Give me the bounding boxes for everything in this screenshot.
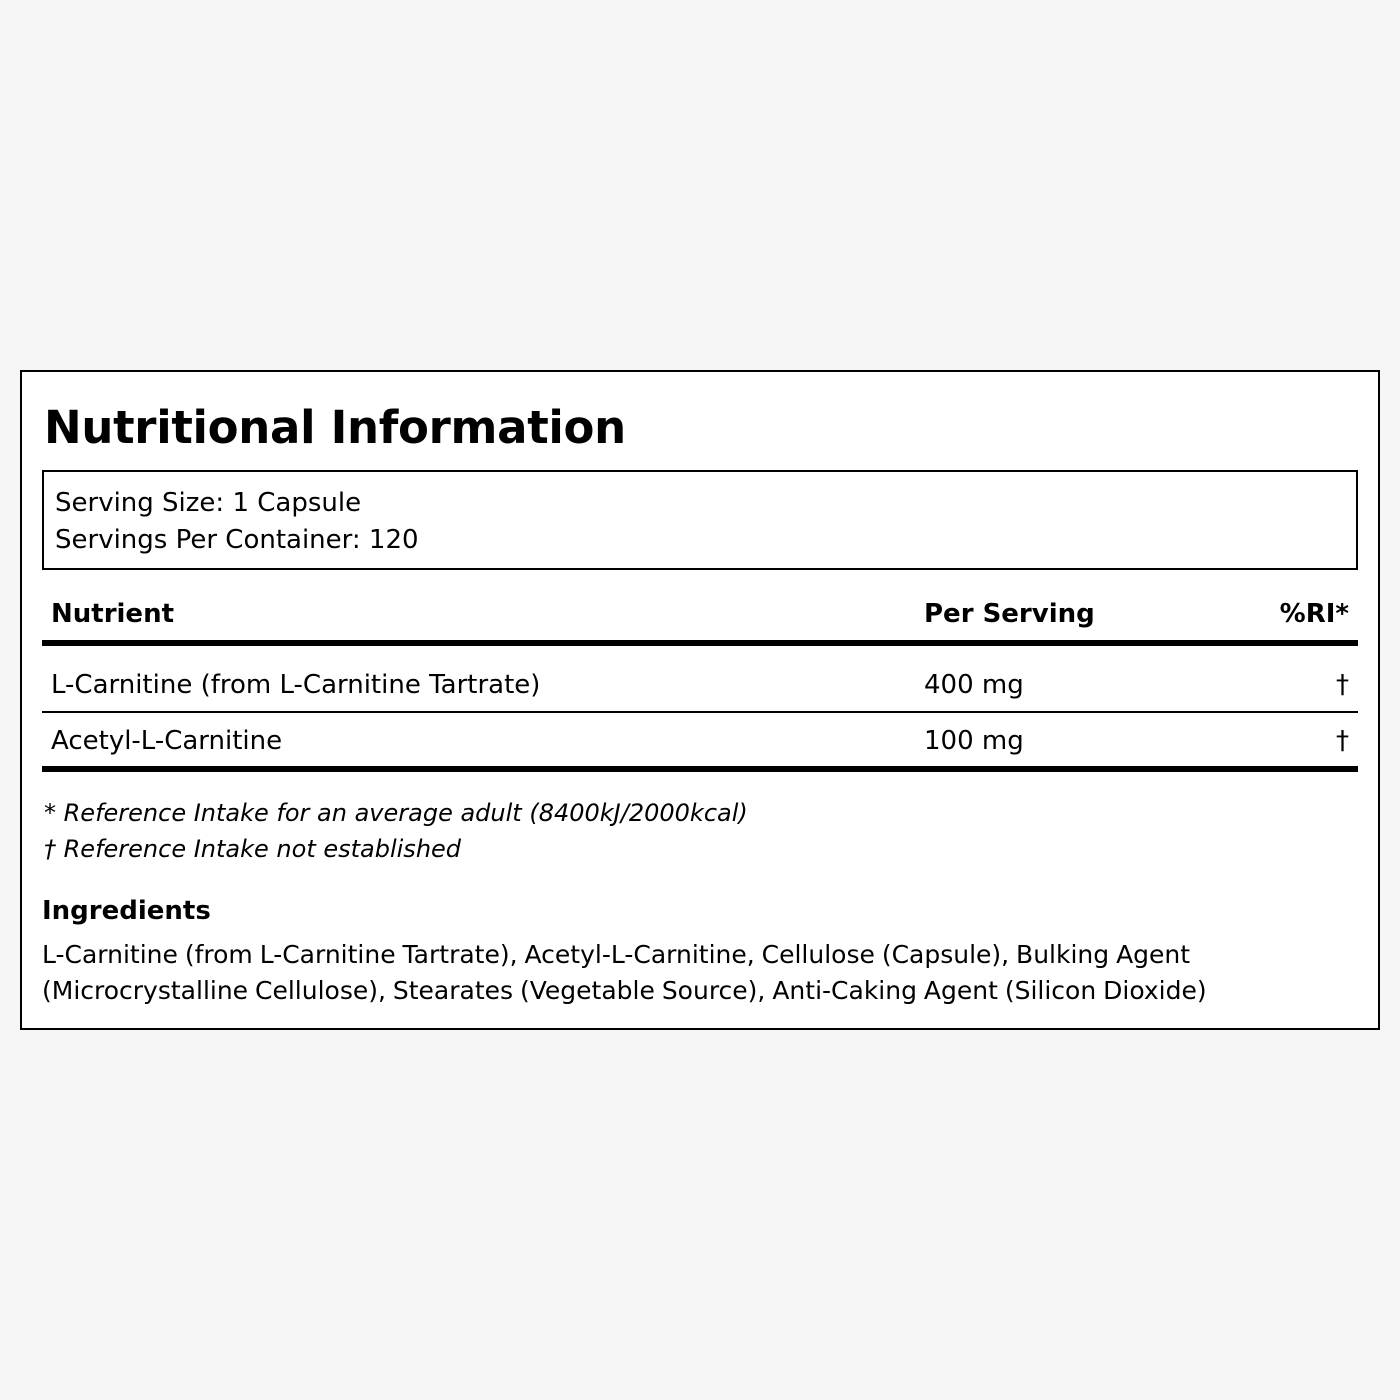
ingredients-heading: Ingredients bbox=[42, 896, 211, 926]
serving-info-box bbox=[42, 470, 1358, 570]
row-2-nutrient: Acetyl-L-Carnitine bbox=[51, 726, 283, 756]
nutrition-panel bbox=[20, 370, 1380, 1030]
row-2-ri: † bbox=[1336, 726, 1349, 756]
panel-title: Nutritional Information bbox=[44, 401, 626, 454]
header-divider bbox=[42, 640, 1358, 646]
row-1-ri: † bbox=[1336, 670, 1349, 700]
servings-per-container: Servings Per Container: 120 bbox=[55, 525, 419, 555]
row-1-nutrient: L-Carnitine (from L-Carnitine Tartrate) bbox=[51, 670, 541, 700]
row-divider bbox=[42, 711, 1358, 713]
column-header-ri: %RI* bbox=[1279, 599, 1349, 629]
footnote-ri-definition: * Reference Intake for an average adult (8400kJ/2000kcal) bbox=[44, 799, 748, 827]
column-header-nutrient: Nutrient bbox=[51, 599, 175, 629]
row-2-per-serving: 100 mg bbox=[924, 726, 1024, 756]
row-1-per-serving: 400 mg bbox=[924, 670, 1024, 700]
serving-size: Serving Size: 1 Capsule bbox=[55, 488, 362, 518]
footnote-ri-not-established: † Reference Intake not established bbox=[44, 835, 462, 863]
table-bottom-divider bbox=[42, 766, 1358, 772]
column-header-per-serving: Per Serving bbox=[924, 599, 1095, 629]
ingredients-text: L-Carnitine (from L-Carnitine Tartrate), Acetyl-L-Carnitine, Cellulose (Capsule), Bulking Agent (Microcrystalline Cellulose), Stearates (Vegetable Source), Anti-Caking Agent (Silicon Dioxide) bbox=[42, 940, 1207, 1005]
